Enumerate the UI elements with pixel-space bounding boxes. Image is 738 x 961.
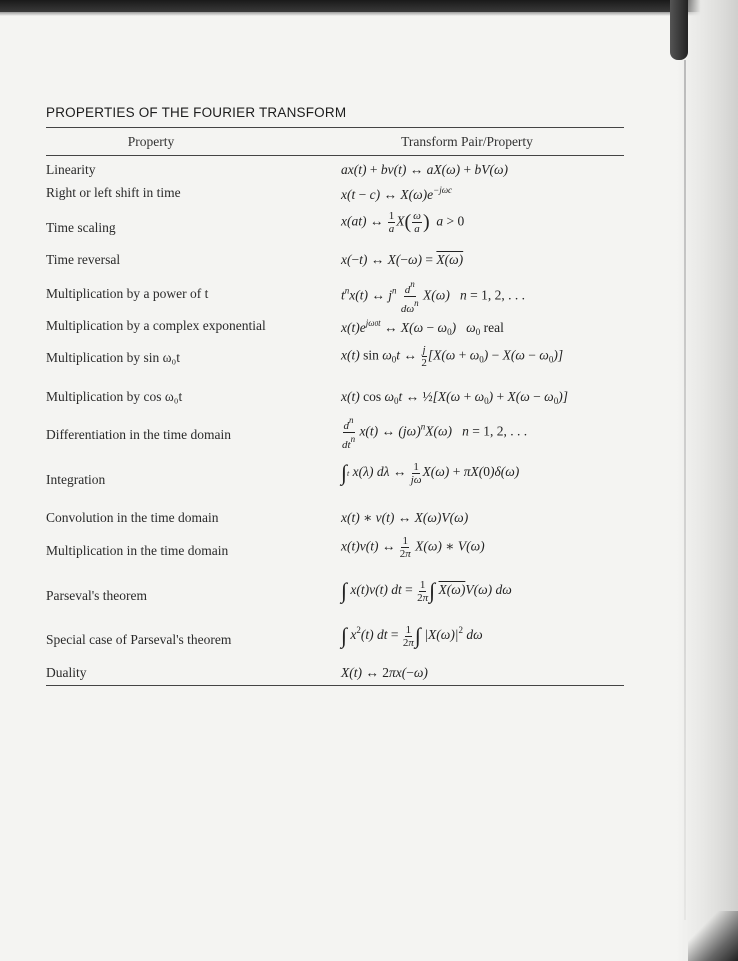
transform-pair: x(t − c) ↔ $X(\omega)e^{-j\omega c}$ xyxy=(341,185,453,202)
transform-pair: x(−t) ↔ X(−ω) = X(ω) xyxy=(341,252,464,267)
property-label: Integration xyxy=(46,472,106,487)
property-label: Duality xyxy=(46,665,87,680)
transform-pair: ∫ $x^2(t)$ dt = $\frac{1}{2\pi}$ ∫ $|X(\omega)|^2$ dω xyxy=(341,623,483,649)
table-heading: PROPERTIES OF THE FOURIER TRANSFORM xyxy=(46,105,347,120)
property-label: Multiplication by cos ω₀t xyxy=(46,389,183,404)
transform-pair: x(t) ∗ v(t) ↔ X(ω)V(ω) xyxy=(341,510,469,525)
spine-clip xyxy=(670,0,688,60)
transform-pair: x(t) $\cos \omega_0t$ ↔ ½[X(ω + $\omega_0) + X(\omega - \omega_0)$] xyxy=(341,389,568,406)
scan-top-edge xyxy=(0,0,738,12)
property-label: Time scaling xyxy=(46,220,116,235)
transform-pair: x(t) $\sin \omega_0t$ ↔ $\frac{j}{2}$ $[X(\omega + \omega_0) - X(\omega - \omega_0)]$ xyxy=(341,344,564,369)
property-label: Multiplication in the time domain xyxy=(46,543,229,558)
transform-pair: ax(t) + bv(t) ↔ aX(ω) + bV(ω) xyxy=(341,162,509,177)
bottom-rule xyxy=(46,685,624,686)
transform-pair: x(at) ↔ $\frac{1}{a}$ X( $\frac{\omega}{a}$ ) a > 0 xyxy=(341,210,465,235)
transform-pair: ∫ x(t)v(t) dt = $\frac{1}{2\pi}$ ∫ X(ω)V(ω) dω xyxy=(341,578,512,604)
transform-pair: $t^nx(t)$ ↔ $j^n$ $\frac{d^n}{d\omega^n}$ X(ω) n = 1, 2, . . . xyxy=(341,279,525,315)
transform-pair: $\frac{d^n}{dt^n}$ x(t) ↔ $(j\omega)^nX(\omega) n = 1$, 2, . . . xyxy=(342,415,528,451)
property-label: Special case of Parseval's theorem xyxy=(46,632,232,647)
property-label: Time reversal xyxy=(46,252,121,267)
scan-top-fade xyxy=(0,12,738,16)
column-header-property: Property xyxy=(127,134,175,149)
property-label: Linearity xyxy=(46,162,96,177)
property-label: Right or left shift in time xyxy=(46,185,181,200)
property-label: Parseval's theorem xyxy=(46,588,148,603)
transform-pair: ∫t x(λ) dλ ↔ $\frac{1}{j\omega}$ X(ω) + πX(0)δ(ω) xyxy=(341,460,520,486)
transform-pair: $x(t)e^{j\omega 0t}$ ↔ $X(\omega - \omega_0)$ $\omega_0$ real xyxy=(341,318,504,337)
property-label: Multiplication by a complex exponential xyxy=(46,318,266,333)
property-label: Multiplication by sin ω₀t xyxy=(46,350,180,365)
spine-foot-shadow xyxy=(688,911,738,961)
transform-pair: x(t)v(t) ↔ $\frac{1}{2\pi}$ X(ω) ∗ V(ω) xyxy=(341,535,485,560)
property-label: Multiplication by a power of t xyxy=(46,286,209,301)
property-label: Convolution in the time domain xyxy=(46,510,219,525)
column-header-transform: Transform Pair/Property xyxy=(401,134,533,149)
property-label: Differentiation in the time domain xyxy=(46,427,231,442)
header-rule xyxy=(46,155,624,156)
top-rule xyxy=(46,127,624,128)
transform-pair: X(t) ↔ 2πx(−ω) xyxy=(341,665,428,680)
spine-line xyxy=(684,60,686,920)
